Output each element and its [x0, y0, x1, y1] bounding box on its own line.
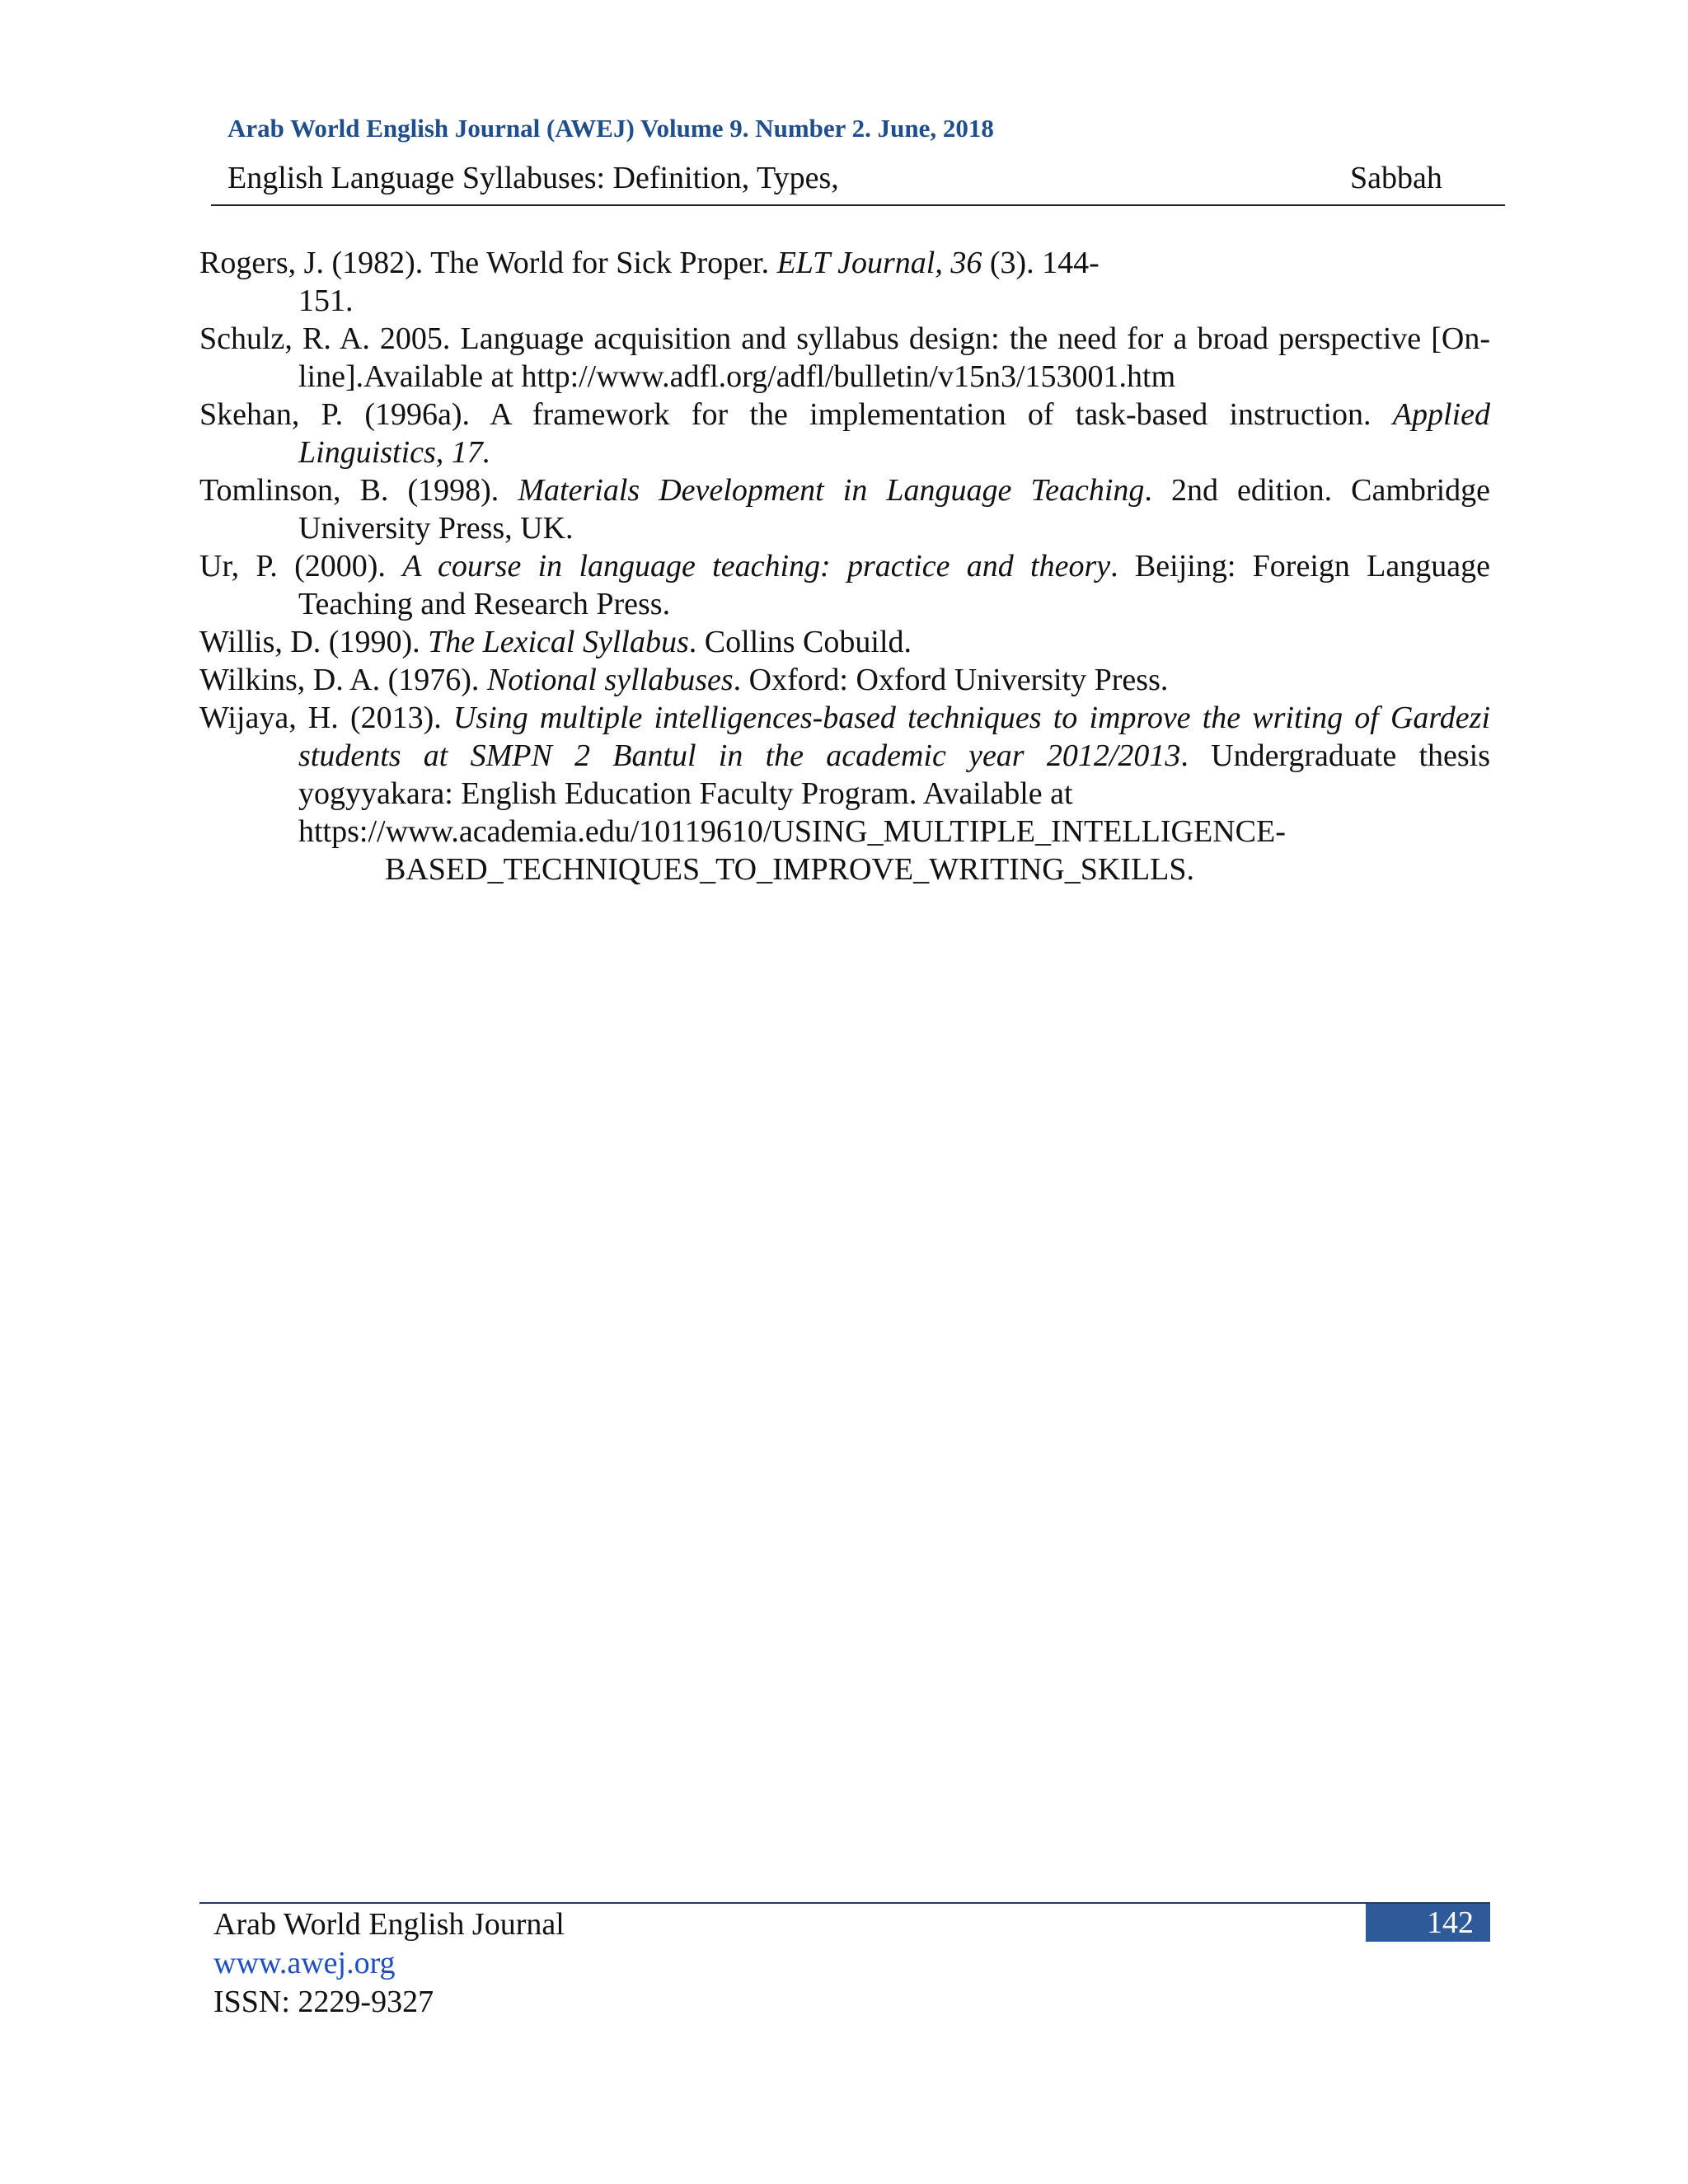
reference-entry: [199, 699, 1490, 888]
reference-text: . Undergraduate thesis yogyyakara: English Education Faculty Program. Available at: [298, 738, 1490, 811]
reference-title: ELT Journal, 36: [776, 246, 982, 280]
footer-rule: [199, 1902, 1490, 1904]
reference-title: Using multiple intelligences-based techniques to improve the writing of Gardezi students at SMPN 2 Bantul in the academic year 2012/2013: [298, 701, 1490, 773]
reference-entry: [199, 244, 1490, 320]
reference-url: https://www.academia.edu/10119610/USING_MULTIPLE_INTELLIGENCE-: [298, 814, 1286, 849]
article-title: English Language Syllabuses: Definition, Types,: [227, 161, 839, 195]
reference-text: Wilkins, D. A. (1976).: [199, 663, 487, 697]
reference-continuation: 151.: [298, 284, 354, 318]
page-footer: [213, 1905, 565, 2022]
page-number-badge: 142: [1366, 1904, 1490, 1942]
reference-entry: [199, 396, 1490, 471]
reference-title: A course in language teaching: practice and theory: [402, 549, 1111, 583]
reference-text: . Oxford: Oxford University Press.: [733, 663, 1169, 697]
reference-entry: [199, 547, 1490, 623]
reference-text: . Beijing: Foreign Language Teaching and Research Press.: [298, 549, 1490, 621]
reference-entry: [199, 661, 1490, 699]
journal-header: Arab World English Journal (AWEJ) Volume 9. Number 2. June, 2018: [227, 114, 994, 143]
reference-entry: [199, 471, 1490, 547]
reference-text: Ur, P. (2000).: [199, 549, 403, 583]
reference-text: Willis, D. (1990).: [199, 625, 429, 659]
reference-title: Notional syllabuses: [486, 663, 734, 697]
reference-entry: [199, 320, 1490, 396]
reference-title: Materials Development in Language Teaching: [518, 473, 1145, 508]
footer-website-link[interactable]: www.awej.org: [213, 1946, 396, 1980]
header-rule: [211, 204, 1505, 206]
reference-title: The Lexical Syllabus: [428, 625, 689, 659]
reference-text: Rogers, J. (1982). The World for Sick Proper.: [199, 246, 777, 280]
reference-text: (3). 144-: [982, 246, 1100, 280]
reference-url: BASED_TECHNIQUES_TO_IMPROVE_WRITING_SKILLS.: [385, 852, 1195, 887]
reference-list: [199, 244, 1490, 888]
footer-journal-name: Arab World English Journal: [213, 1907, 565, 1942]
reference-text: Schulz, R. A. 2005. Language acquisition and syllabus design: the need for a broad perspective [On-line].Available at http://www.adfl.org/adfl/bulletin/v15n3/153001.htm: [199, 321, 1490, 394]
reference-text: . 2nd edition. Cambridge University Press, UK.: [298, 473, 1490, 546]
reference-entry: [199, 623, 1490, 661]
reference-text: Wijaya, H. (2013).: [199, 701, 453, 735]
reference-title: Applied Linguistics, 17.: [298, 397, 1490, 470]
reference-text: Tomlinson, B. (1998).: [199, 473, 518, 508]
reference-text: . Collins Cobuild.: [688, 625, 912, 659]
author-name: Sabbah: [1350, 161, 1442, 195]
footer-issn: ISSN: 2229-9327: [213, 1985, 434, 2019]
reference-text: Skehan, P. (1996a). A framework for the implementation of task-based instruction.: [199, 397, 1393, 432]
